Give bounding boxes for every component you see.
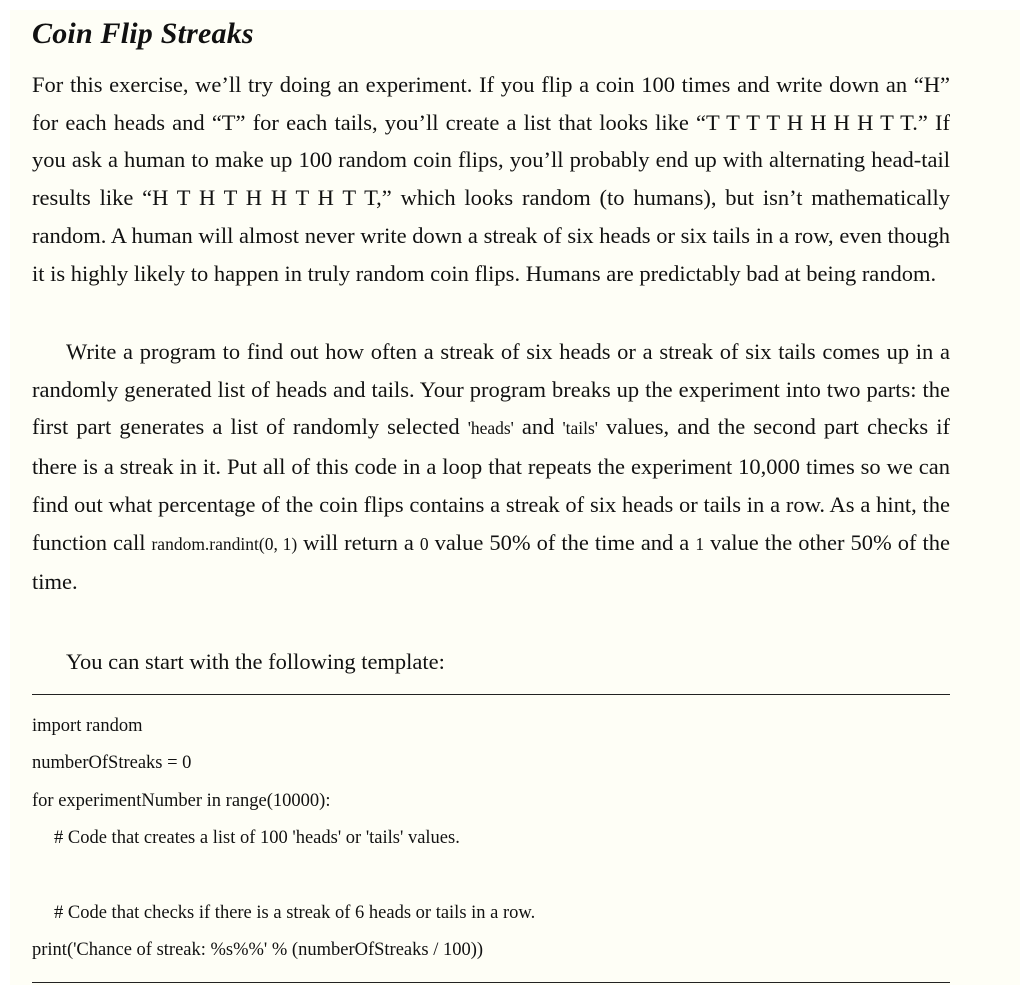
text-segment: and bbox=[513, 414, 563, 440]
inline-code-tails: 'tails' bbox=[562, 418, 598, 439]
inline-code-one: 1 bbox=[695, 533, 705, 554]
inline-code-zero: 0 bbox=[419, 533, 429, 554]
text-segment: value the other 50% of the time. bbox=[32, 529, 950, 595]
code-top-rule bbox=[32, 694, 950, 695]
page-title: Coin Flip Streaks bbox=[32, 17, 254, 50]
code-bottom-rule bbox=[32, 982, 950, 983]
text-segment: will return a bbox=[297, 529, 420, 555]
inline-code-randint: random.randint(0, 1) bbox=[151, 533, 298, 554]
code-line-import: import random bbox=[32, 716, 143, 736]
code-line-comment-create: # Code that creates a list of 100 'heads' or 'tails' values. bbox=[54, 828, 460, 848]
template-intro: You can start with the following template: bbox=[66, 649, 445, 674]
instructions-paragraph bbox=[32, 333, 950, 601]
intro-paragraph: For this exercise, we’ll try doing an experiment. If you flip a coin 100 times and write down an “H” for each heads and “T” for each tails, you’ll create a list that looks like “T T T T H H H H T T.” If you ask a human to make up 100 random coin flips, you’ll probably end up with alternating head-tail results like “H T H T H H T H T T,” which looks random (to humans), but isn’t mathematically random. A human will almost never write down a streak of six heads or six tails in a row, even though it is highly likely to happen in truly random coin flips. Humans are predictably bad at being random. bbox=[32, 72, 950, 286]
code-line-comment-check: # Code that checks if there is a streak of 6 heads or tails in a row. bbox=[54, 903, 536, 923]
code-line-counter: numberOfStreaks = 0 bbox=[32, 753, 192, 773]
code-line-for-loop: for experimentNumber in range(10000): bbox=[32, 791, 331, 811]
page bbox=[10, 10, 1020, 985]
text-segment: Write a program to find out how often a streak of six heads or a streak of six tails comes up in a randomly generated list of heads and tails. Your program breaks up the experiment into two parts: the first part generates a list of randomly selected bbox=[32, 339, 950, 440]
text-segment: value 50% of the time and a bbox=[428, 529, 696, 555]
text-segment: values, and the second part checks if there is a streak in it. Put all of this code in a loop that repeats the experiment 10,000 times so we can find out what percentage of the coin flips contains a streak of six heads or tails in a row. As a hint, the function call bbox=[32, 414, 950, 555]
inline-code-heads: 'heads' bbox=[467, 418, 514, 439]
code-line-print: print('Chance of streak: %s%%' % (numberOfStreaks / 100)) bbox=[32, 940, 484, 960]
